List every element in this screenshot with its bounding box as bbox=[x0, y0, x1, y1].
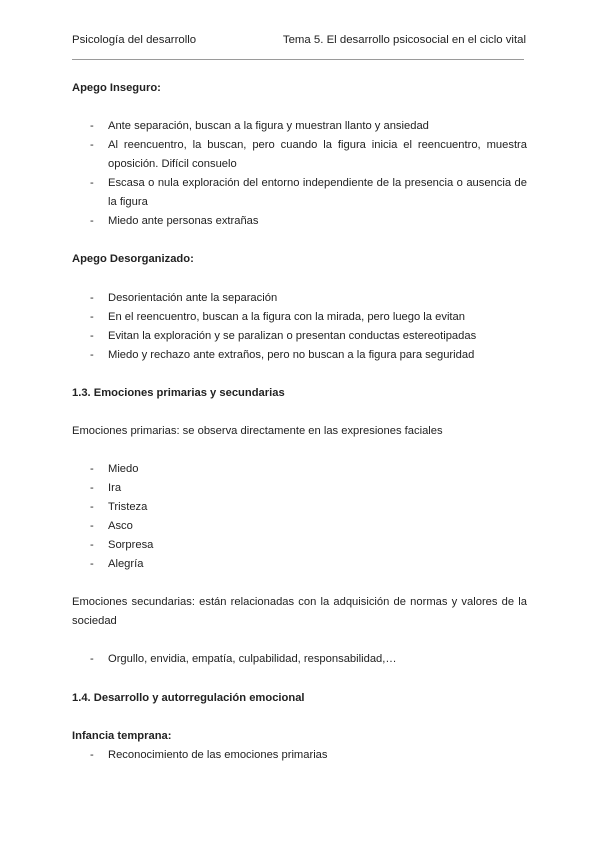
list-item: - Reconocimiento de las emociones primarias bbox=[72, 746, 527, 765]
header-divider bbox=[72, 59, 524, 60]
list-infancia-temprana bbox=[72, 746, 527, 765]
list-item: - Miedo y rechazo ante extraños, pero no buscan a la figura para seguridad bbox=[72, 346, 527, 365]
list-emociones-primarias bbox=[72, 460, 527, 574]
list-item: - Orgullo, envidia, empatía, culpabilidad, responsabilidad,… bbox=[72, 650, 527, 669]
list-apego-inseguro bbox=[72, 117, 527, 231]
list-apego-desorganizado bbox=[72, 289, 527, 365]
paragraph-emociones-primarias: Emociones primarias: se observa directamente en las expresiones faciales bbox=[72, 425, 443, 437]
subheading-infancia-temprana: Infancia temprana: bbox=[72, 730, 172, 742]
heading-desarrollo: 1.4. Desarrollo y autorregulación emocional bbox=[72, 692, 305, 704]
list-item: - Alegría bbox=[72, 555, 527, 574]
heading-apego-desorganizado: Apego Desorganizado: bbox=[72, 253, 194, 265]
list-item: - Sorpresa bbox=[72, 536, 527, 555]
heading-emociones: 1.3. Emociones primarias y secundarias bbox=[72, 387, 285, 399]
page-header bbox=[72, 34, 526, 52]
document-body bbox=[72, 79, 527, 765]
header-course-title: Psicología del desarrollo bbox=[72, 34, 197, 46]
header-chapter-title: Tema 5. El desarrollo psicosocial en el ciclo vital bbox=[282, 34, 526, 46]
list-item: - Al reencuentro, la buscan, pero cuando la figura inicia el reencuentro, muestra oposición. Difícil consuelo bbox=[72, 136, 527, 174]
list-item: - En el reencuentro, buscan a la figura con la mirada, pero luego la evitan bbox=[72, 308, 527, 327]
list-emociones-secundarias bbox=[72, 650, 527, 669]
list-item: - Desorientación ante la separación bbox=[72, 289, 527, 308]
list-item: - Asco bbox=[72, 517, 527, 536]
paragraph-emociones-secundarias: Emociones secundarias: están relacionadas con la adquisición de normas y valores de la sociedad bbox=[72, 596, 527, 627]
list-item: - Escasa o nula exploración del entorno independiente de la presencia o ausencia de la figura bbox=[72, 174, 527, 212]
heading-apego-inseguro: Apego Inseguro: bbox=[72, 82, 161, 94]
list-item: - Evitan la exploración y se paralizan o presentan conductas estereotipadas bbox=[72, 327, 527, 346]
list-item: - Miedo ante personas extrañas bbox=[72, 212, 527, 231]
list-item: - Ante separación, buscan a la figura y muestran llanto y ansiedad bbox=[72, 117, 527, 136]
list-item: - Ira bbox=[72, 479, 527, 498]
list-item: - Miedo bbox=[72, 460, 527, 479]
list-item: - Tristeza bbox=[72, 498, 527, 517]
